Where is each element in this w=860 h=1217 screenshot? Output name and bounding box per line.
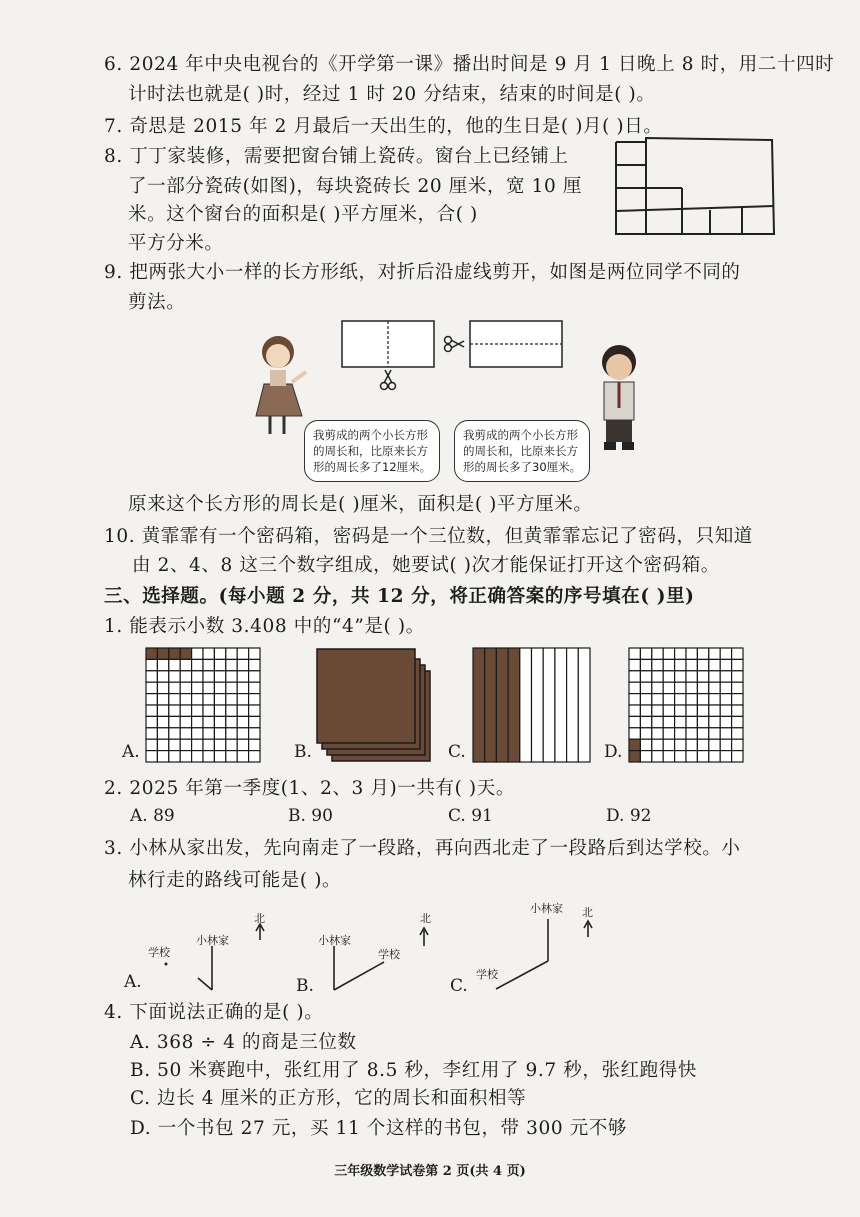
grid-cell <box>146 659 157 670</box>
grid-cell <box>249 705 260 716</box>
grid-cell <box>640 716 651 727</box>
grid-cell <box>146 694 157 705</box>
q7-line: 7. 奇思是 2015 年 2 月最后一天出生的，他的生日是( )月( )日。 <box>104 116 663 137</box>
c3-label-b: B. <box>296 976 314 996</box>
grid-cell <box>686 671 697 682</box>
grid-cell <box>214 739 225 750</box>
grid-cell <box>226 751 237 762</box>
grid-cell <box>697 648 708 659</box>
grid-cell <box>663 694 674 705</box>
grid-cell <box>237 739 248 750</box>
c4-option-a: A. 368 ÷ 4 的商是三位数 <box>130 1032 357 1053</box>
grid-cell <box>675 694 686 705</box>
grid-cell <box>146 751 157 762</box>
q10-line2: 由 2、4、8 这三个数字组成，她要试( )次才能保证打开这个密码箱。 <box>132 555 720 576</box>
grid-cell <box>237 705 248 716</box>
grid-cell <box>169 682 180 693</box>
c4-option-b: B. 50 米赛跑中，张红用了 8.5 秒，李红用了 9.7 秒，张红跑得快 <box>130 1060 697 1081</box>
c4-option-d: D. 一个书包 27 元，买 11 个这样的书包，带 300 元不够 <box>130 1118 628 1139</box>
grid-cell <box>214 694 225 705</box>
strip-cell <box>543 648 555 762</box>
grid-cell <box>732 648 743 659</box>
grid-cell <box>226 648 237 659</box>
grid-cell <box>675 739 686 750</box>
grid-cell <box>720 739 731 750</box>
grid-cell <box>169 716 180 727</box>
grid-cell <box>192 671 203 682</box>
c1-label-a: A. <box>122 742 140 762</box>
bubble-left-line3: 形的周长多了12厘米。 <box>313 460 432 474</box>
q8-line3: 米。这个窗台的面积是( )平方厘米，合( ) <box>128 204 478 225</box>
grid-cell <box>697 739 708 750</box>
option-c-strips <box>472 647 592 763</box>
grid-cell <box>652 716 663 727</box>
bubble-left-line1: 我剪成的两个小长方形 <box>313 428 428 442</box>
grid-cell <box>180 682 191 693</box>
grid-cell <box>226 728 237 739</box>
boy-figure <box>594 342 644 454</box>
grid-cell <box>214 716 225 727</box>
grid-cell <box>709 739 720 750</box>
c4-stem: 4. 下面说法正确的是( )。 <box>104 1002 324 1023</box>
grid-cell <box>192 659 203 670</box>
grid-cell <box>146 705 157 716</box>
grid-cell <box>203 682 214 693</box>
grid-cell <box>203 694 214 705</box>
grid-cell <box>249 694 260 705</box>
grid-cell <box>146 682 157 693</box>
grid-cell <box>686 705 697 716</box>
grid-cell <box>675 705 686 716</box>
grid-cell <box>237 694 248 705</box>
grid-cell <box>226 694 237 705</box>
grid-cell <box>663 705 674 716</box>
grid-cell <box>203 739 214 750</box>
grid-cell <box>180 671 191 682</box>
grid-cell <box>629 716 640 727</box>
grid-cell <box>214 751 225 762</box>
c1-label-c: C. <box>448 742 466 762</box>
grid-cell <box>663 659 674 670</box>
grid-cell <box>709 705 720 716</box>
grid-cell <box>192 751 203 762</box>
grid-cell <box>720 648 731 659</box>
grid-cell <box>663 648 674 659</box>
grid-cell <box>203 705 214 716</box>
grid-cell <box>157 682 168 693</box>
grid-cell <box>709 671 720 682</box>
grid-cell <box>675 659 686 670</box>
option-b-stack <box>316 647 434 765</box>
route-c <box>490 915 610 995</box>
grid-cell <box>192 694 203 705</box>
c2-stem: 2. 2025 年第一季度(1、2、3 月)一共有( )天。 <box>104 778 515 799</box>
strip-cell <box>496 648 508 762</box>
strip-cell <box>555 648 567 762</box>
grid-cell <box>697 694 708 705</box>
page-footer: 三年级数学试卷第 2 页(共 4 页) <box>334 1164 526 1179</box>
grid-cell <box>214 671 225 682</box>
grid-cell <box>157 659 168 670</box>
grid-cell <box>709 648 720 659</box>
c3-a-school: 学校 <box>148 946 170 959</box>
grid-cell <box>709 694 720 705</box>
grid-cell <box>226 739 237 750</box>
route-b <box>320 920 440 1000</box>
section3-title: 三、选择题。(每小题 2 分，共 12 分，将正确答案的序号填在( )里) <box>104 586 695 607</box>
route-a <box>150 920 280 1000</box>
grid-cell <box>226 705 237 716</box>
grid-cell <box>249 682 260 693</box>
grid-cell <box>720 751 731 762</box>
grid-cell <box>180 751 191 762</box>
grid-cell <box>192 716 203 727</box>
grid-cell <box>169 694 180 705</box>
grid-cell <box>157 671 168 682</box>
grid-cell <box>652 705 663 716</box>
grid-cell <box>192 739 203 750</box>
tile-figure <box>612 134 782 244</box>
grid-cell <box>720 694 731 705</box>
grid-cell <box>249 751 260 762</box>
grid-cell <box>652 671 663 682</box>
grid-cell <box>709 682 720 693</box>
grid-cell <box>629 751 640 762</box>
grid-cell <box>226 671 237 682</box>
c1-stem: 1. 能表示小数 3.408 中的“4”是( )。 <box>104 616 425 637</box>
grid-cell <box>663 716 674 727</box>
grid-cell <box>180 659 191 670</box>
grid-cell <box>663 728 674 739</box>
grid-cell <box>720 682 731 693</box>
grid-cell <box>203 716 214 727</box>
grid-cell <box>226 682 237 693</box>
strip-cell <box>578 648 590 762</box>
grid-cell <box>249 716 260 727</box>
grid-cell <box>157 716 168 727</box>
grid-cell <box>652 694 663 705</box>
grid-cell <box>203 751 214 762</box>
grid-cell <box>214 659 225 670</box>
grid-cell <box>697 682 708 693</box>
option-d-grid <box>628 647 744 763</box>
grid-cell <box>686 728 697 739</box>
strip-cell <box>567 648 579 762</box>
grid-cell <box>214 705 225 716</box>
grid-cell <box>686 659 697 670</box>
grid-cell <box>732 682 743 693</box>
grid-cell <box>675 671 686 682</box>
grid-cell <box>652 751 663 762</box>
grid-cell <box>640 751 651 762</box>
c3-a-home: 小林家 <box>196 934 229 947</box>
bubble-left-line2: 的周长和，比原来长方 <box>313 444 428 458</box>
grid-cell <box>629 739 640 750</box>
grid-cell <box>237 682 248 693</box>
grid-cell <box>686 739 697 750</box>
grid-cell <box>157 694 168 705</box>
grid-cell <box>629 648 640 659</box>
grid-cell <box>652 739 663 750</box>
grid-cell <box>732 659 743 670</box>
c1-label-d: D. <box>604 742 623 762</box>
c3-line2: 林行走的路线可能是( )。 <box>128 870 342 891</box>
grid-cell <box>697 751 708 762</box>
grid-cell <box>640 682 651 693</box>
grid-cell <box>180 648 191 659</box>
c2-option-b: B. 90 <box>288 806 333 826</box>
grid-cell <box>629 659 640 670</box>
grid-cell <box>732 751 743 762</box>
grid-cell <box>709 751 720 762</box>
grid-cell <box>249 739 260 750</box>
c3-label-c: C. <box>450 976 468 996</box>
grid-cell <box>237 659 248 670</box>
c3-label-a: A. <box>124 972 142 992</box>
q8-line1: 8. 丁丁家装修，需要把窗台铺上瓷砖。窗台上已经铺上 <box>104 146 569 167</box>
grid-cell <box>192 682 203 693</box>
grid-cell <box>720 716 731 727</box>
grid-cell <box>675 751 686 762</box>
q8-line4: 平方分米。 <box>128 233 224 254</box>
q9-line2: 剪法。 <box>128 292 186 313</box>
c3-line1: 3. 小林从家出发，先向南走了一段路，再向西北走了一段路后到达学校。小 <box>104 838 741 859</box>
grid-cell <box>652 659 663 670</box>
grid-cell <box>226 659 237 670</box>
c3-b-home: 小林家 <box>318 934 351 947</box>
grid-cell <box>697 716 708 727</box>
bubble-right-line1: 我剪成的两个小长方形 <box>463 428 578 442</box>
grid-cell <box>629 671 640 682</box>
grid-cell <box>732 694 743 705</box>
strip-cell <box>508 648 520 762</box>
grid-cell <box>203 648 214 659</box>
grid-cell <box>180 694 191 705</box>
grid-cell <box>214 682 225 693</box>
grid-cell <box>169 659 180 670</box>
c3-c-north: 北 <box>582 906 593 919</box>
grid-cell <box>686 751 697 762</box>
grid-cell <box>157 648 168 659</box>
bubble-right-line3: 形的周长多了30厘米。 <box>463 460 582 474</box>
grid-cell <box>629 694 640 705</box>
grid-cell <box>697 728 708 739</box>
grid-cell <box>732 728 743 739</box>
q8-line2: 了一部分瓷砖(如图)，每块瓷砖长 20 厘米，宽 10 厘 <box>128 176 582 197</box>
grid-cell <box>249 728 260 739</box>
grid-cell <box>663 671 674 682</box>
grid-cell <box>146 716 157 727</box>
grid-cell <box>640 694 651 705</box>
grid-cell <box>709 728 720 739</box>
grid-cell <box>663 751 674 762</box>
grid-cell <box>180 705 191 716</box>
grid-cell <box>203 671 214 682</box>
grid-cell <box>249 659 260 670</box>
grid-cell <box>203 728 214 739</box>
grid-cell <box>146 739 157 750</box>
strip-cell <box>520 648 532 762</box>
grid-cell <box>697 671 708 682</box>
grid-cell <box>157 705 168 716</box>
q10-line1: 10. 黄霏霏有一个密码箱，密码是一个三位数，但黄霏霏忘记了密码，只知道 <box>104 526 753 547</box>
grid-cell <box>169 751 180 762</box>
q6-line1: 6. 2024 年中央电视台的《开学第一课》播出时间是 9 月 1 日晚上 8 时，用二十四时 <box>104 54 835 75</box>
c3-b-school: 学校 <box>378 948 400 961</box>
grid-cell <box>640 705 651 716</box>
grid-cell <box>192 705 203 716</box>
cut-diagram <box>340 318 570 393</box>
grid-cell <box>686 694 697 705</box>
grid-cell <box>226 716 237 727</box>
grid-cell <box>180 716 191 727</box>
grid-cell <box>640 671 651 682</box>
grid-cell <box>709 659 720 670</box>
grid-cell <box>214 648 225 659</box>
grid-cell <box>640 728 651 739</box>
grid-cell <box>720 705 731 716</box>
grid-cell <box>732 671 743 682</box>
grid-cell <box>652 682 663 693</box>
strip-cell <box>473 648 485 762</box>
grid-cell <box>214 728 225 739</box>
grid-cell <box>697 705 708 716</box>
c2-option-a: A. 89 <box>130 806 175 826</box>
grid-cell <box>169 728 180 739</box>
grid-cell <box>146 648 157 659</box>
grid-cell <box>697 659 708 670</box>
grid-cell <box>169 648 180 659</box>
grid-cell <box>675 728 686 739</box>
grid-cell <box>249 648 260 659</box>
grid-cell <box>169 739 180 750</box>
strip-cell <box>485 648 497 762</box>
grid-cell <box>732 716 743 727</box>
grid-cell <box>686 648 697 659</box>
girl-figure <box>250 332 310 444</box>
grid-cell <box>180 728 191 739</box>
grid-cell <box>237 728 248 739</box>
option-a-grid <box>145 647 261 763</box>
grid-cell <box>663 682 674 693</box>
q9-answer: 原来这个长方形的周长是( )厘米，面积是( )平方厘米。 <box>128 494 593 515</box>
grid-cell <box>203 659 214 670</box>
grid-cell <box>192 728 203 739</box>
grid-cell <box>652 648 663 659</box>
grid-cell <box>720 728 731 739</box>
grid-cell <box>675 716 686 727</box>
girl-speech-bubble <box>304 420 440 482</box>
grid-cell <box>629 728 640 739</box>
c3-a-north: 北 <box>254 912 265 925</box>
grid-cell <box>640 739 651 750</box>
c1-label-b: B. <box>294 742 312 762</box>
grid-cell <box>629 705 640 716</box>
c2-option-c: C. 91 <box>448 806 493 826</box>
boy-speech-bubble <box>454 420 590 482</box>
grid-cell <box>169 671 180 682</box>
grid-cell <box>675 648 686 659</box>
grid-cell <box>157 739 168 750</box>
grid-cell <box>157 751 168 762</box>
c4-option-c: C. 边长 4 厘米的正方形，它的周长和面积相等 <box>130 1088 527 1109</box>
grid-cell <box>675 682 686 693</box>
strip-cell <box>532 648 544 762</box>
grid-cell <box>192 648 203 659</box>
c3-b-north: 北 <box>420 912 431 925</box>
grid-cell <box>237 716 248 727</box>
c2-option-d: D. 92 <box>606 806 652 826</box>
grid-cell <box>686 716 697 727</box>
grid-cell <box>237 751 248 762</box>
grid-cell <box>640 659 651 670</box>
grid-cell <box>237 648 248 659</box>
grid-cell <box>629 682 640 693</box>
bubble-right-line2: 的周长和，比原来长方 <box>463 444 578 458</box>
grid-cell <box>146 728 157 739</box>
grid-cell <box>157 728 168 739</box>
grid-cell <box>640 648 651 659</box>
q6-line2: 计时法也就是( )时，经过 1 时 20 分结束，结束的时间是( )。 <box>128 84 656 105</box>
grid-cell <box>732 739 743 750</box>
grid-cell <box>180 739 191 750</box>
c3-c-school: 学校 <box>476 968 498 981</box>
c3-c-home: 小林家 <box>530 902 563 915</box>
grid-cell <box>686 682 697 693</box>
grid-cell <box>237 671 248 682</box>
grid-cell <box>709 716 720 727</box>
grid-cell <box>732 705 743 716</box>
grid-cell <box>663 739 674 750</box>
grid-cell <box>720 659 731 670</box>
grid-cell <box>146 671 157 682</box>
grid-cell <box>169 705 180 716</box>
grid-cell <box>652 728 663 739</box>
grid-cell <box>249 671 260 682</box>
q9-line1: 9. 把两张大小一样的长方形纸，对折后沿虚线剪开，如图是两位同学不同的 <box>104 262 741 283</box>
grid-cell <box>720 671 731 682</box>
